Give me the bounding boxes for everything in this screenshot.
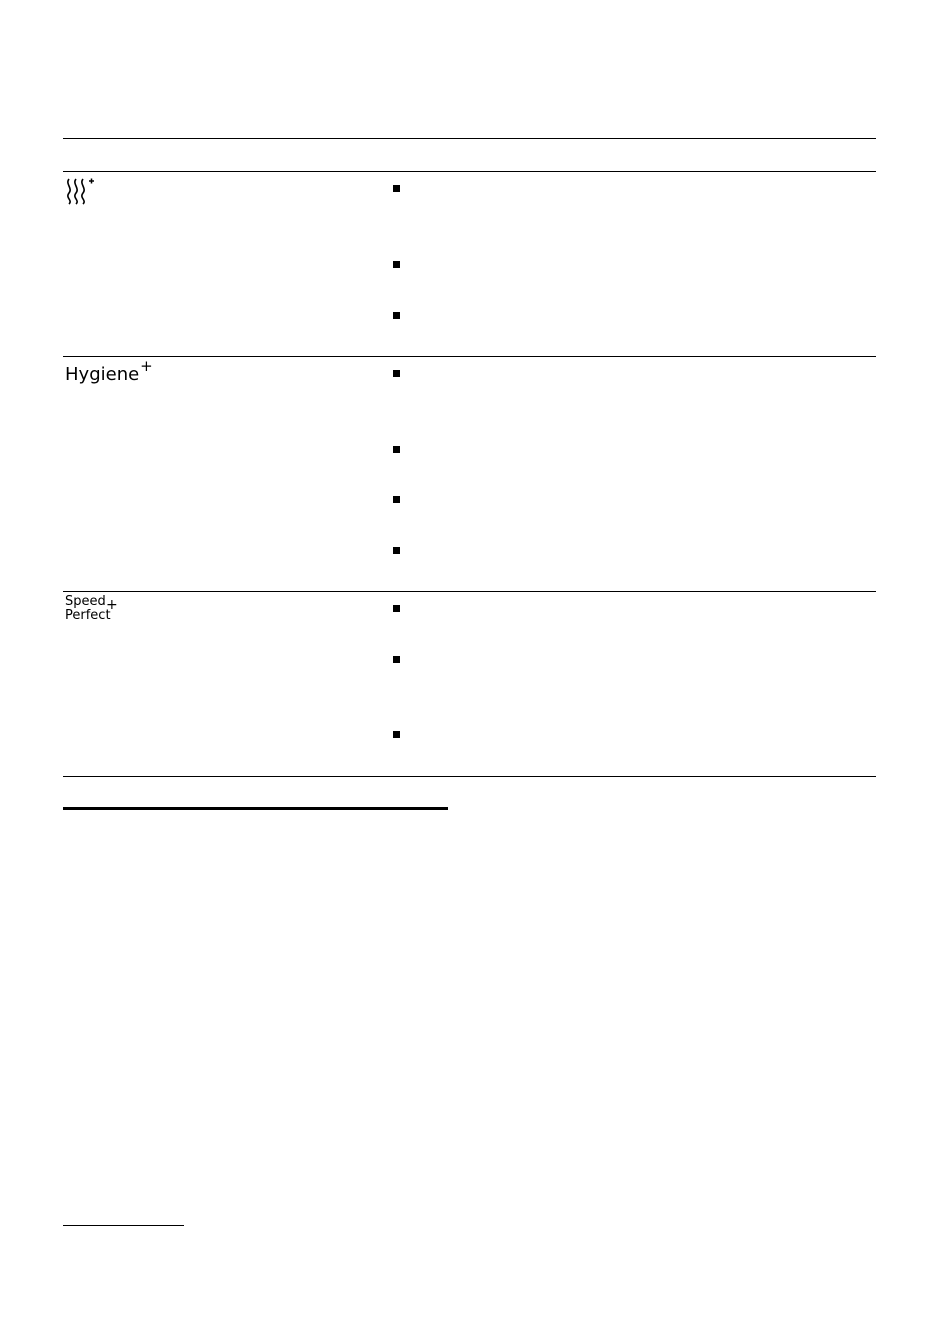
superscript-plus: + <box>106 597 118 613</box>
row-divider <box>63 356 876 357</box>
bullet <box>393 370 400 377</box>
bullet <box>393 261 400 268</box>
footnote-separator <box>63 1225 184 1226</box>
bullet <box>393 312 400 319</box>
row-label-speed-perfect <box>65 595 111 623</box>
bullet <box>393 605 400 612</box>
bullet <box>393 446 400 453</box>
perfect-label: Perfect <box>65 608 111 623</box>
table-top-rule <box>63 138 876 139</box>
table-header-rule <box>63 171 876 172</box>
table-bottom-rule <box>63 776 876 777</box>
bullet <box>393 547 400 554</box>
speed-label: Speed <box>65 594 106 609</box>
bullet <box>393 656 400 663</box>
superscript-plus: + <box>140 357 153 375</box>
bullet <box>393 731 400 738</box>
row-divider <box>63 591 876 592</box>
row-label-heat <box>63 176 97 211</box>
bullet <box>393 185 400 192</box>
heat-waves-plus-icon <box>63 176 97 206</box>
bullet <box>393 496 400 503</box>
hygiene-label: Hygiene <box>65 364 140 385</box>
row-label-hygiene <box>65 357 153 385</box>
section-heading-rule <box>63 807 448 810</box>
